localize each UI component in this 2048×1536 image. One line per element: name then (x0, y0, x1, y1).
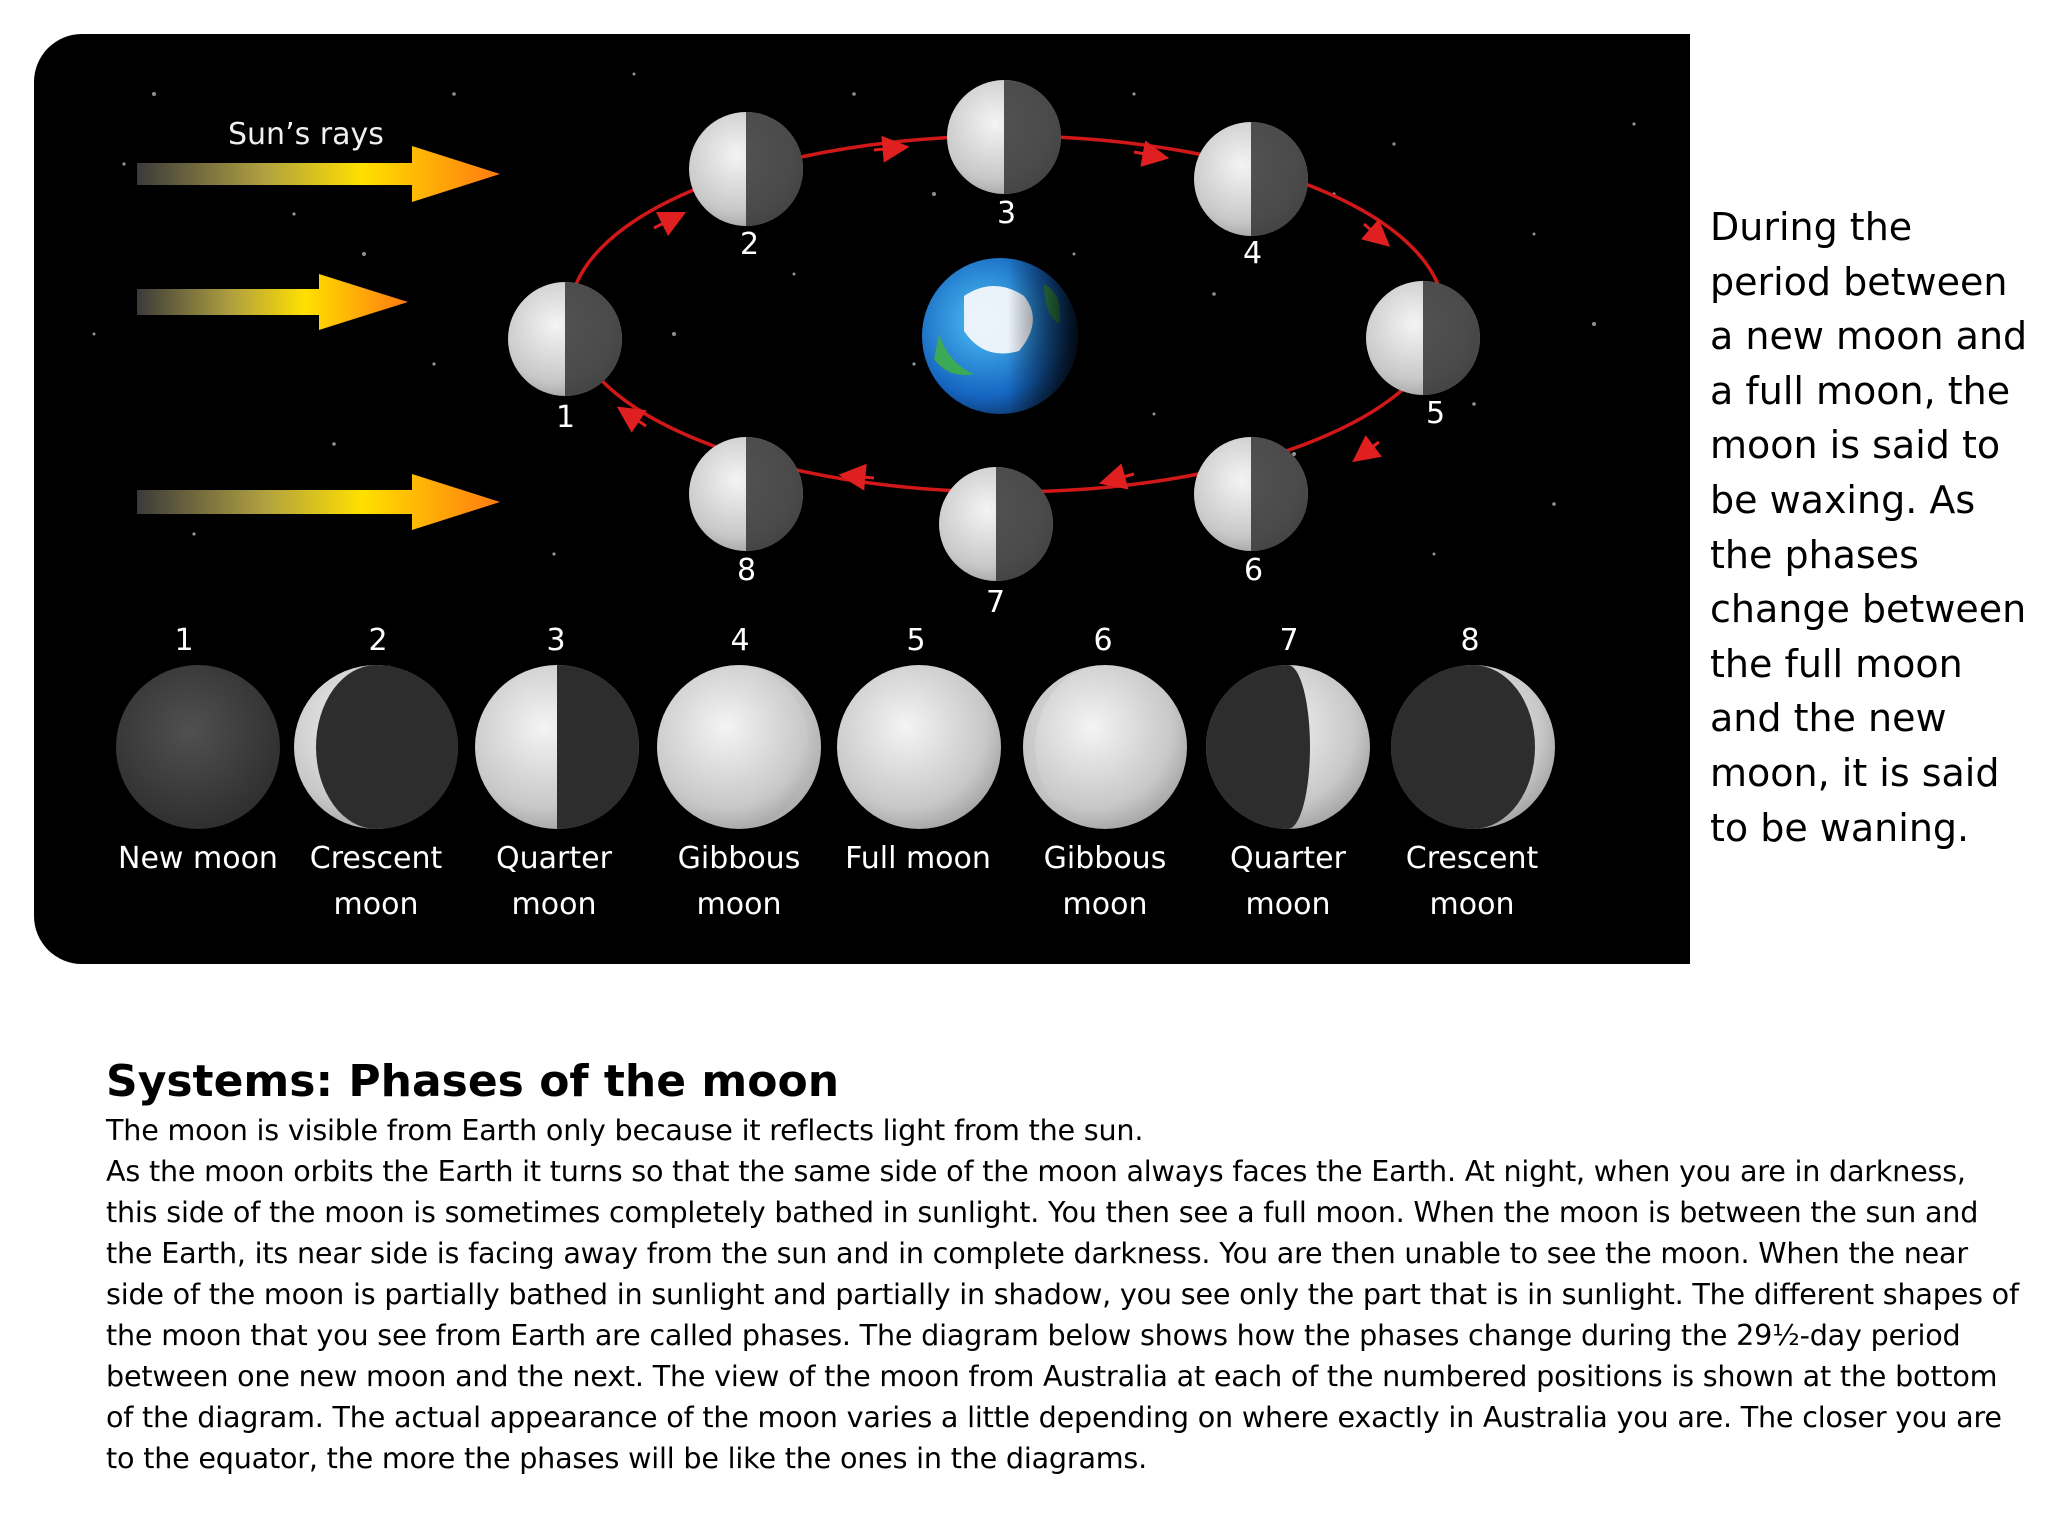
phase-moon-new (116, 665, 280, 829)
phase-number-3: 3 (546, 623, 566, 658)
phase-number-7: 7 (1279, 623, 1299, 658)
caption-crescent-2-line2: moon (1429, 887, 1515, 922)
orbit-moon-8 (689, 437, 803, 551)
orbit-number-4: 4 (1243, 236, 1263, 271)
orbit-number-6: 6 (1244, 553, 1264, 588)
phase-number-6: 6 (1093, 623, 1113, 658)
page-title: Systems: Phases of the moon (106, 1056, 840, 1107)
orbit-moon-3 (947, 80, 1061, 194)
phase-number-2: 2 (368, 623, 388, 658)
sun-ray-arrow-2 (137, 274, 408, 330)
phase-moon-crescent-waning (1391, 665, 1555, 829)
phase-captions (118, 841, 1538, 922)
phase-moon-crescent-waxing (294, 665, 458, 829)
sun-rays-label: Sun’s rays (228, 117, 384, 152)
phase-number-1: 1 (174, 623, 194, 658)
caption-full-moon: Full moon (845, 841, 991, 876)
phase-moon-gibbous-waxing (657, 665, 821, 829)
orbit-number-5: 5 (1426, 396, 1446, 431)
caption-crescent-1-line2: moon (333, 887, 419, 922)
caption-new-moon: New moon (118, 841, 278, 876)
orbit-number-1: 1 (556, 400, 576, 435)
phase-numbers (174, 623, 1479, 658)
moon-phases-diagram (34, 34, 1690, 964)
caption-gibbous-2: Gibbous (1043, 841, 1167, 876)
caption-crescent-1: Crescent (309, 841, 443, 876)
orbit-moon-7 (939, 467, 1053, 581)
orbit-moon-6 (1194, 437, 1308, 551)
caption-quarter-2: Quarter (1230, 841, 1346, 876)
intro-paragraph: The moon is visible from Earth only because it reflects light from the sun. (106, 1113, 1144, 1147)
sun-ray-arrows (137, 146, 500, 530)
body-paragraph: As the moon orbits the Earth it turns so that the same side of the moon always faces the Earth. At night, when you are in darkness, this side of the moon is sometimes completely bathed in sunlight. You then see a full moon. When the moon is between the sun and the Earth, its near side is facing away from the sun and in complete darkness. You are then unable to see the moon. When the near side of the moon is partially bathed in sunlight and partially in shadow, you see only the part that is in sunlight. The different shapes of the moon that you see from Earth are called phases. The diagram below shows how the phases change during the 29½-day period between one new moon and the next. The view of the moon from Australia at each of the numbered positions is shown at the bottom of the diagram. The actual appearance of the moon varies a little depending on where exactly in Australia you are. The closer you are to the equator, the more the phases will be like the ones in the diagrams. (106, 1154, 2019, 1475)
orbit-number-7: 7 (986, 585, 1006, 620)
phase-number-4: 4 (730, 623, 750, 658)
caption-gibbous-1: Gibbous (677, 841, 801, 876)
orbit-moon-2 (689, 112, 803, 226)
orbit-number-8: 8 (737, 553, 757, 588)
caption-crescent-2: Crescent (1405, 841, 1539, 876)
phase-number-8: 8 (1460, 623, 1480, 658)
phase-moons (116, 665, 1555, 829)
sun-ray-arrow-1 (137, 146, 500, 202)
earth (922, 258, 1078, 414)
phase-moon-full (837, 665, 1001, 829)
sun-ray-arrow-3 (137, 474, 500, 530)
caption-quarter-2-line2: moon (1245, 887, 1331, 922)
caption-quarter-1: Quarter (496, 841, 612, 876)
caption-gibbous-2-line2: moon (1062, 887, 1148, 922)
orbit-number-2: 2 (740, 227, 760, 262)
phase-number-5: 5 (906, 623, 926, 658)
article-section (106, 1054, 2026, 1479)
caption-gibbous-1-line2: moon (696, 887, 782, 922)
waxing-waning-note: During the period between a new moon and a full moon, the moon is said to be waxing. As the phases change between the full moon and the new moon, it is said to be waning. (1710, 205, 2028, 850)
orbit-moon-5 (1366, 281, 1480, 395)
phase-moon-quarter-first (475, 665, 639, 829)
orbit-moon-4 (1194, 122, 1308, 236)
orbit-number-3: 3 (997, 196, 1017, 231)
caption-quarter-1-line2: moon (511, 887, 597, 922)
orbit-moon-1 (508, 282, 622, 396)
phase-moon-quarter-last (1206, 665, 1370, 829)
phase-moon-gibbous-waning (1023, 665, 1187, 829)
